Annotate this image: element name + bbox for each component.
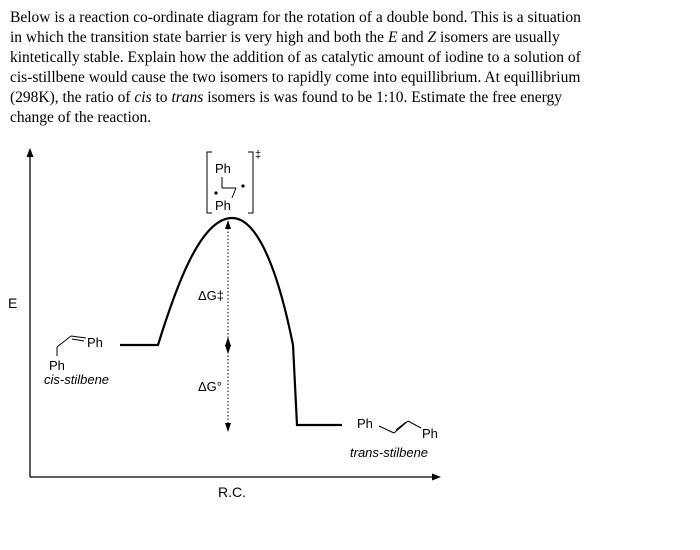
cis-stilbene-structure [44,335,109,387]
ts-radical-dot-left [214,191,217,194]
trans-double-bond [394,421,408,433]
trans-stilbene-label: trans-stilbene [350,445,429,460]
cis-phenyl-bottom: Ph [49,358,65,373]
energy-profile-curve [120,218,342,425]
ts-bottom-phenyl: Ph [215,198,231,213]
ts-radical-dot-right [241,184,244,187]
free-energy-arrowhead-down [225,423,231,432]
question-line: (298K), the ratio of cis to trans isomers is was found to be 1:10. Estimate the free energy [10,89,563,106]
trans-phenyl-right: Ph [422,426,438,441]
ts-double-dagger: ‡ [255,149,262,161]
question-line: Below is a reaction co-ordinate diagram for the rotation of a double bond. This is a situation [10,9,581,26]
trans-bond-2 [408,421,421,428]
cis-bond-1 [57,336,71,347]
ts-right-bracket [248,152,253,213]
question-line: change of the reaction. [10,109,152,126]
question-line: in which the transition state barrier is very high and both the E and Z isomers are usually [10,29,560,46]
question-line: cis-stillbene would cause the two isomers to rapidly come into equillibrium. At equillibrium [10,69,581,86]
question-line: kintetically stable. Explain how the addition of as catalytic amount of iodine to a solution of [10,49,581,66]
free-energy-arrowhead-up [225,337,231,346]
trans-bond-1 [379,426,394,433]
cis-double-bond [71,336,86,338]
ts-left-bracket [207,152,212,213]
ts-top-phenyl: Ph [215,161,231,176]
activation-arrowhead-up [225,220,231,229]
activation-energy-label: ΔG‡ [198,288,225,303]
x-axis-arrowhead [432,474,441,481]
y-axis-label: E [8,295,18,311]
ts-bond-diagonal [232,188,236,198]
trans-phenyl-left: Ph [357,416,373,431]
y-axis-arrowhead [27,148,34,157]
cis-double-bond-inner [72,339,84,341]
trans-double-bond-inner [396,422,406,430]
cis-stilbene-label: cis-stilbene [44,372,110,387]
x-axis-label: R.C. [218,484,246,500]
transition-state-structure [207,149,261,213]
trans-stilbene-structure [350,416,438,460]
free-energy-label: ΔG° [198,379,222,394]
cis-phenyl-top: Ph [87,335,103,350]
